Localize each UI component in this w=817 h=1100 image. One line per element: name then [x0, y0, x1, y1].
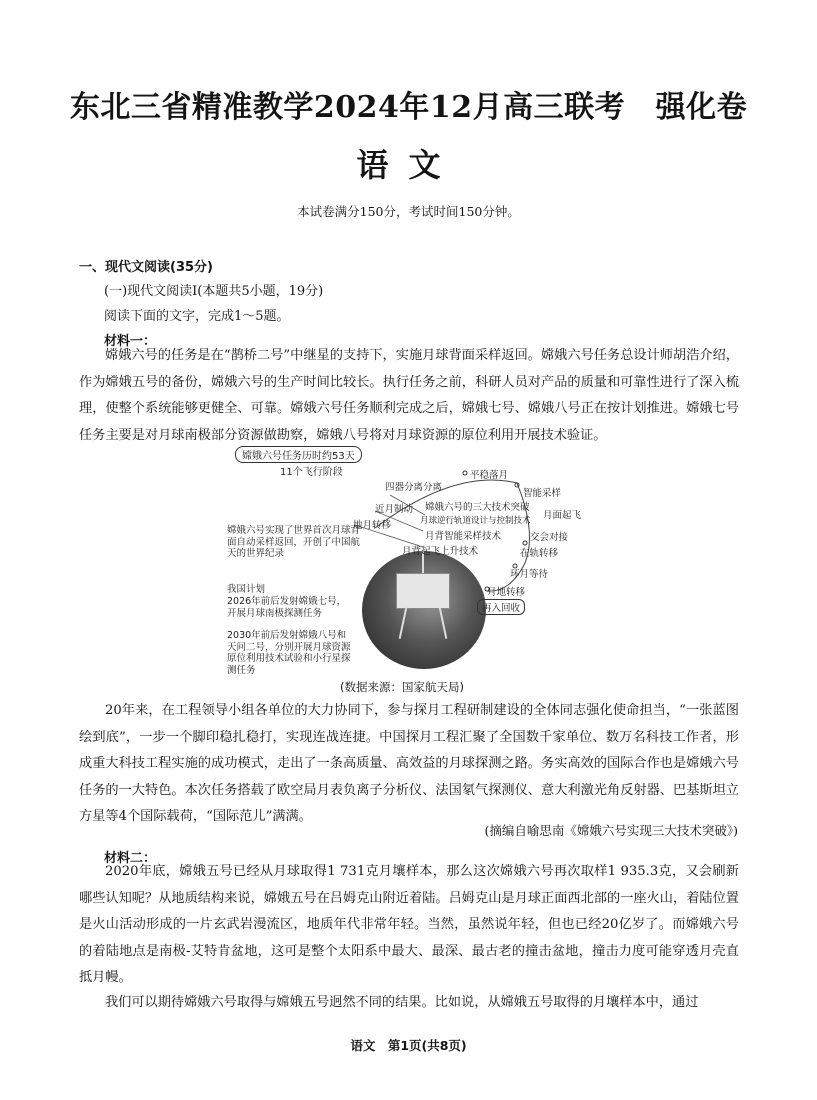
figure-phase: 11个飞行阶段 — [280, 467, 343, 478]
label-separation: 四器分离分离 — [385, 482, 443, 493]
exam-title: 东北三省精准教学2024年12月高三联考 强化卷 — [69, 90, 748, 125]
label-breakthroughs: 嫦娥六号的三大技术突破 — [425, 502, 530, 513]
note-plan2: 2030年前后发射嫦娥八号和天问二号，分别开展月球资源原位利用技术试验和小行星探测任务 — [227, 630, 351, 676]
subject-title: 语文 — [356, 146, 461, 184]
label-orbit-transfer: 在轨转移 — [520, 548, 559, 559]
label-sampling: 智能采样 — [523, 488, 562, 499]
material2-paragraph: 2020年底，嫦娥五号已经从月球取得1 731克月壤样本，那么这次嫦娥六号再次取样1 935.3克，又会刷新哪些认知呢？从地质结构来说，嫦娥五号在吕姆克山附近着陆。吕姆克山是月球正面西北部的一座火山，着陆位置是火山活动形成的一片玄武岩漫流区，地质年代非常年轻。当然，虽然说年轻，但也已经20亿岁了。而嫦娥六号的着陆地点是南极-艾特肯盆地，这可是整个太阳系中最大、最深、最古老的撞击盆地，撞击力度可能穿透月壳直抵月幔。 — [79, 864, 739, 985]
material1-label: 材料一： — [104, 334, 157, 349]
lander-image — [396, 573, 450, 609]
material2-label: 材料二： — [104, 851, 157, 866]
source-citation: (摘编自喻思南《嫦娥六号实现三大技术突破》) — [484, 823, 738, 838]
mission-figure — [225, 443, 605, 679]
label-waiting: 环月等待 — [510, 569, 549, 580]
label-braking: 近月制动 — [375, 504, 414, 515]
moon-image — [362, 551, 486, 669]
figure-caption: (数据来源：国家航天局) — [340, 680, 464, 694]
note-plan1: 2026年前后发射嫦娥七号，开展月球南极探测任务 — [227, 596, 347, 619]
label-orbit-tech: 月球逆行轨道设计与控制技术 — [420, 516, 531, 526]
material2-paragraph-2: 我们可以期待嫦娥六号取得与嫦娥五号迥然不同的结果。比如说，从嫦娥五号取得的月壤样本中，通过 — [105, 995, 699, 1010]
label-docking: 交会对接 — [530, 532, 569, 543]
label-sampling-tech: 月背智能采样技术 — [425, 531, 502, 542]
label-ascent-tech: 月背起飞上升技术 — [402, 546, 479, 557]
page-footer: 语文 第1页(共8页) — [350, 1038, 467, 1053]
instruction: 阅读下面的文字，完成1～5题。 — [104, 309, 290, 324]
label-transfer: 地月转移 — [353, 520, 392, 531]
figure-title: 嫦娥六号任务历时约53天 — [235, 446, 362, 463]
material1-paragraph-2: 20年来，在工程领导小组各单位的大力协同下，参与探月工程研制建设的全体同志强化使命担当，“一张蓝图绘到底”，一步一个脚印稳扎稳打，实现连战连捷。中国探月工程汇聚了全国数千家单位、数万名科技工作者，形成重大科技工程实施的成功模式，走出了一条高质量、高效益的月球探测之路。务实高效的国际合作也是嫦娥六号任务的一大特色。本次任务搭载了欧空局月表负离子分析仪、法国氡气探测仪、意大利激光角反射器、巴基斯坦立方星等4个国际载荷，“国际范儿”满满。 — [79, 703, 739, 824]
section-heading: 一、现代文阅读(35分) — [79, 260, 213, 275]
label-earth-transfer: 月地转移 — [487, 587, 526, 598]
label-reentry: 再入回收 — [477, 599, 525, 615]
subsection-heading: (一)现代文阅读Ⅰ(本题共5小题，19分) — [104, 284, 324, 299]
label-landing: 平稳落月 — [470, 470, 509, 481]
label-takeoff: 月面起飞 — [543, 510, 582, 521]
exam-info: 本试卷满分150分，考试时间150分钟。 — [297, 204, 520, 219]
note-achievement: 嫦娥六号实现了世界首次月球背面自动采样返回，开创了中国航天的世界纪录 — [227, 525, 361, 559]
note-plan-title: 我国计划 — [227, 584, 266, 595]
material1-paragraph: 嫦娥六号的任务是在“鹊桥二号”中继星的支持下，实施月球背面采样返回。嫦娥六号任务总设计师胡浩介绍，作为嫦娥五号的备份，嫦娥六号的生产时间比较长。执行任务之前，科研人员对产品的质量和可靠性进行了深入梳理，使整个系统能够更健全、可靠。嫦娥六号任务顺利完成之后，嫦娥七号、嫦娥八号正在按计划推进。嫦娥七号任务主要是对月球南极部分资源做勘察，嫦娥八号将对月球资源的原位利用开展技术验证。 — [79, 348, 739, 443]
